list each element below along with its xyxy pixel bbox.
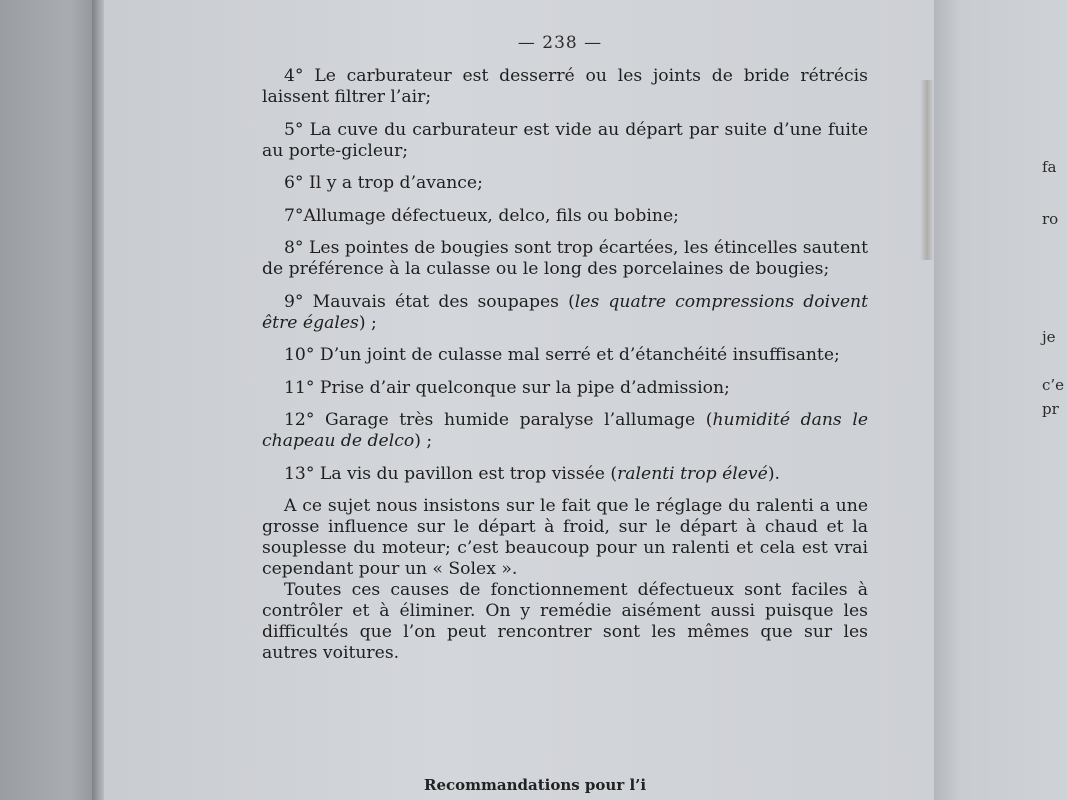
page-fold-shadow [920, 80, 934, 260]
page-number: — 238 — [517, 33, 603, 53]
list-item: 5° La cuve du carburateur est vide au départ par suite d’une fuite au porte-gicleur; [262, 119, 868, 161]
right-edge-word: ro [1042, 210, 1059, 228]
right-edge-word: je [1042, 328, 1056, 346]
list-item: 6° Il y a trop d’avance; [284, 173, 483, 193]
body-paragraph: A ce sujet nous insistons sur le fait que le réglage du ralenti a une grosse influence sur le départ à froid, sur le départ à chaud et la souplesse du moteur; c’est beaucoup pour un ralenti et cela est vrai cependant pour un « Solex ». [262, 496, 868, 579]
list-item: 9° Mauvais état des soupapes (les quatre compressions doivent être égales) ; [262, 291, 869, 333]
list-item: 7°Allumage défectueux, delco, fils ou bobine; [284, 205, 679, 226]
list-item: 11° Prise d’air quelconque sur la pipe d’admission; [284, 377, 730, 398]
desk-background [0, 0, 100, 800]
right-edge-word: pr [1042, 400, 1059, 418]
list-item: 12° Garage très humide paralyse l’allumage (humidité dans le chapeau de delco) ; [262, 410, 868, 451]
page-body [262, 66, 868, 664]
right-edge-word: c’e [1042, 376, 1065, 394]
list-item: 10° D’un joint de culasse mal serré et d’étanchéité insuffisante; [284, 345, 840, 365]
section-heading: Recommandations pour l’i [424, 776, 647, 794]
list-item: 13° La vis du pavillon est trop vissée (ralenti trop élevé). [284, 463, 780, 484]
right-edge-word: fa [1042, 158, 1057, 176]
body-paragraph: Toutes ces causes de fonctionnement défectueux sont faciles à contrôler et à éliminer. On y remédie aisément aussi puisque les difficultés que l’on peut rencontrer sont les mêmes que sur les autres voitures. [262, 580, 868, 663]
list-item: 8° Les pointes de bougies sont trop écartées, les étincelles sautent de préférence à la culasse ou le long des porcelaines de bougies; [262, 238, 868, 279]
list-item: 4° Le carburateur est desserré ou les joints de bride rétrécis laissent filtrer l’air; [262, 66, 868, 107]
